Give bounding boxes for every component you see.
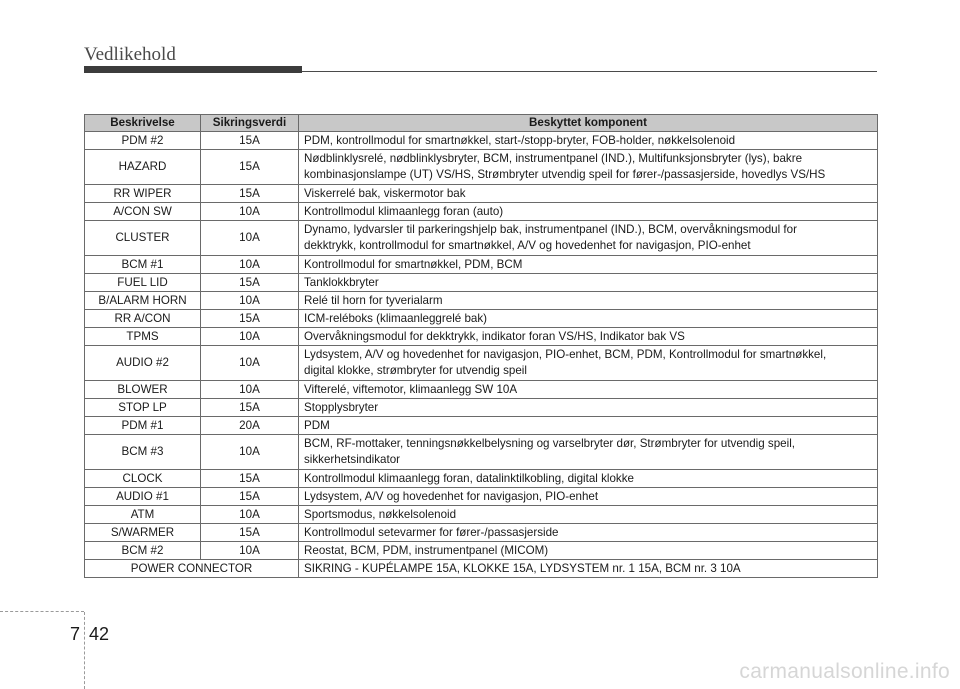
protected-component <box>299 292 878 310</box>
component-line: Stopplysbryter <box>304 400 379 414</box>
table-row <box>85 488 878 506</box>
header-accent-bar <box>84 66 302 73</box>
component-line: Relé til horn for tyverialarm <box>304 293 443 307</box>
component-line: Dynamo, lydvarsler til parkeringshjelp bak, instrumentpanel (IND.), BCM, overvåkningsmodul for <box>304 223 797 236</box>
protected-component <box>299 381 878 399</box>
table-header-row <box>85 115 878 132</box>
watermark-text: carmanualsonline.info <box>739 660 950 683</box>
fuse-rating: 20A <box>201 417 299 435</box>
fuse-name: B/ALARM HORN <box>85 292 201 310</box>
component-line: Lydsystem, A/V og hovedenhet for navigasjon, PIO-enhet <box>304 489 599 503</box>
table-row <box>85 221 878 256</box>
component-line: Overvåkningsmodul for dekktrykk, indikator foran VS/HS, Indikator bak VS <box>304 329 685 343</box>
table-row <box>85 506 878 524</box>
table-row <box>85 399 878 417</box>
fuse-name: ATM <box>85 506 201 524</box>
protected-component <box>299 417 878 435</box>
table-row <box>85 185 878 203</box>
component-line: BCM, RF-mottaker, tenningsnøkkelbelysning og varselbryter dør, Strømbryter for utvendig speil, <box>304 437 795 450</box>
table-row <box>85 417 878 435</box>
fuse-rating: 10A <box>201 506 299 524</box>
fuse-name: AUDIO #2 <box>85 346 201 381</box>
table-row <box>85 292 878 310</box>
fuse-name: RR WIPER <box>85 185 201 203</box>
component-line: kombinasjonslampe (UT) VS/HS, Strømbryter utvendig speil for fører-/passasjerside, hovedlys VS/HS <box>304 168 826 181</box>
table-row <box>85 203 878 221</box>
fuse-rating: 15A <box>201 310 299 328</box>
fuse-name: TPMS <box>85 328 201 346</box>
fuse-table <box>84 114 878 578</box>
column-header-component: Beskyttet komponent <box>299 115 878 132</box>
fuse-rating: 10A <box>201 328 299 346</box>
header-rule <box>302 71 877 72</box>
protected-component <box>299 185 878 203</box>
table-row <box>85 132 878 150</box>
component-line: Kontrollmodul setevarmer for fører-/passasjerside <box>304 525 559 539</box>
component-line: Reostat, BCM, PDM, instrumentpanel (MICOM) <box>304 543 549 557</box>
protected-component <box>299 203 878 221</box>
fuse-name: PDM #2 <box>85 132 201 150</box>
fuse-name: S/WARMER <box>85 524 201 542</box>
fuse-rating: 10A <box>201 435 299 470</box>
protected-component <box>299 542 878 560</box>
table-row-power-connector <box>85 560 878 578</box>
footer-divider-vertical <box>84 612 85 689</box>
table-row <box>85 346 878 381</box>
table-row <box>85 256 878 274</box>
fuse-name: FUEL LID <box>85 274 201 292</box>
fuse-rating: 15A <box>201 488 299 506</box>
protected-component <box>299 488 878 506</box>
protected-component <box>299 132 878 150</box>
fuse-rating: 10A <box>201 542 299 560</box>
fuse-rating: 10A <box>201 381 299 399</box>
protected-component <box>299 274 878 292</box>
fuse-name: BCM #1 <box>85 256 201 274</box>
fuse-rating: 15A <box>201 470 299 488</box>
table-row <box>85 470 878 488</box>
fuse-name: POWER CONNECTOR <box>85 560 299 578</box>
table-row <box>85 328 878 346</box>
column-header-description: Beskrivelse <box>85 115 201 132</box>
fuse-name: RR A/CON <box>85 310 201 328</box>
component-line: PDM, kontrollmodul for smartnøkkel, start-/stopp-bryter, FOB-holder, nøkkelsolenoid <box>304 133 736 147</box>
table-row <box>85 381 878 399</box>
component-line: Nødblinklysrelé, nødblinklysbryter, BCM, instrumentpanel (IND.), Multifunksjonsbryter (lys), bakre <box>304 152 803 165</box>
fuse-name: HAZARD <box>85 150 201 185</box>
fuse-rating: 15A <box>201 132 299 150</box>
table-row <box>85 524 878 542</box>
protected-component <box>299 256 878 274</box>
fuse-name: A/CON SW <box>85 203 201 221</box>
table-row <box>85 542 878 560</box>
fuse-rating: 15A <box>201 399 299 417</box>
component-line: dekktrykk, kontrollmodul for smartnøkkel, A/V og hovedenhet for navigasjon, PIO-enhet <box>304 239 751 252</box>
fuse-name: STOP LP <box>85 399 201 417</box>
component-line: Sportsmodus, nøkkelsolenoid <box>304 507 457 521</box>
table-row <box>85 310 878 328</box>
table-row <box>85 435 878 470</box>
fuse-name: PDM #1 <box>85 417 201 435</box>
protected-component <box>299 524 878 542</box>
protected-component <box>299 310 878 328</box>
fuse-name: CLUSTER <box>85 221 201 256</box>
fuse-name: BLOWER <box>85 381 201 399</box>
fuse-rating: 15A <box>201 524 299 542</box>
fuse-name: AUDIO #1 <box>85 488 201 506</box>
fuse-table-body <box>85 132 878 578</box>
protected-component <box>299 150 878 185</box>
component-line: sikkerhetsindikator <box>304 453 401 466</box>
protected-component <box>299 470 878 488</box>
component-line: Kontrollmodul klimaanlegg foran (auto) <box>304 204 504 218</box>
protected-component <box>299 506 878 524</box>
section-number: 7 <box>70 624 81 644</box>
protected-component: SIKRING - KUPÉLAMPE 15A, KLOKKE 15A, LYDSYSTEM nr. 1 15A, BCM nr. 3 10A <box>299 560 878 578</box>
protected-component <box>299 399 878 417</box>
fuse-name: CLOCK <box>85 470 201 488</box>
component-line: Kontrollmodul for smartnøkkel, PDM, BCM <box>304 257 523 271</box>
page-number: 42 <box>89 624 110 644</box>
component-line: Vifterelé, viftemotor, klimaanlegg SW 10A <box>304 382 518 396</box>
column-header-rating: Sikringsverdi <box>201 115 299 132</box>
protected-component <box>299 435 878 470</box>
table-row <box>85 274 878 292</box>
component-line: Kontrollmodul klimaanlegg foran, datalinktilkobling, digital klokke <box>304 471 634 485</box>
protected-component <box>299 221 878 256</box>
footer-divider-horizontal <box>0 611 84 612</box>
fuse-rating: 10A <box>201 292 299 310</box>
fuse-name: BCM #3 <box>85 435 201 470</box>
fuse-rating: 15A <box>201 274 299 292</box>
protected-component <box>299 328 878 346</box>
fuse-rating: 10A <box>201 221 299 256</box>
component-line: ICM-reléboks (klimaanleggrelé bak) <box>304 311 487 325</box>
fuse-rating: 10A <box>201 346 299 381</box>
component-line: Viskerrelé bak, viskermotor bak <box>304 186 466 200</box>
fuse-rating: 10A <box>201 203 299 221</box>
fuse-name: BCM #2 <box>85 542 201 560</box>
component-line: Lydsystem, A/V og hovedenhet for navigasjon, PIO-enhet, BCM, PDM, Kontrollmodul for smartnøkkel, <box>304 348 827 361</box>
protected-component <box>299 346 878 381</box>
component-line: PDM <box>304 418 330 432</box>
fuse-rating: 15A <box>201 185 299 203</box>
fuse-rating: 10A <box>201 256 299 274</box>
component-line: digital klokke, strømbryter for utvendig speil <box>304 364 527 377</box>
component-line: Tanklokkbryter <box>304 275 379 289</box>
page-header-title: Vedlikehold <box>84 44 176 65</box>
fuse-rating: 15A <box>201 150 299 185</box>
table-row <box>85 150 878 185</box>
